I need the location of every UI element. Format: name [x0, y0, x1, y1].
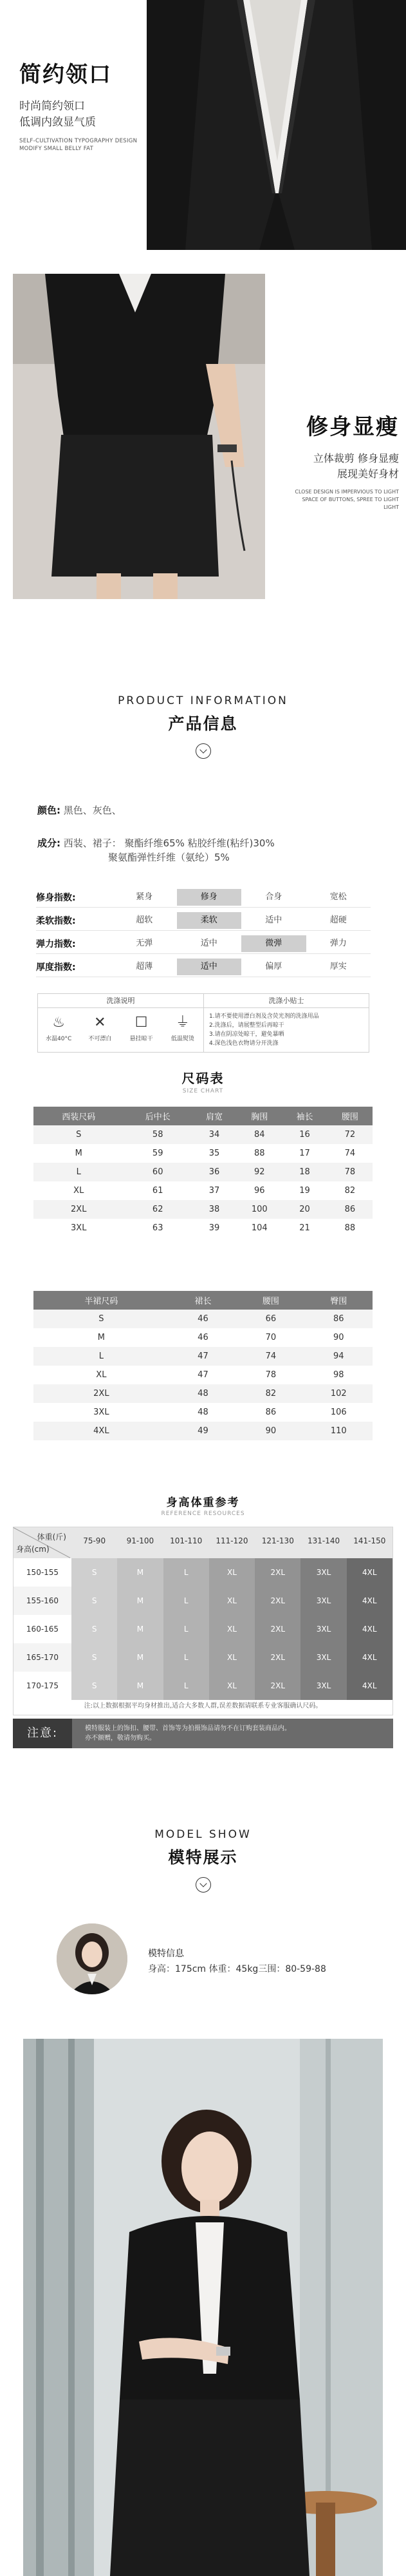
size-cell: 3XL [300, 1615, 346, 1643]
table-cell: 18 [282, 1163, 327, 1181]
fabric-index-option: 合身 [265, 892, 282, 902]
hero-neckline-subtitle-2: 低调内敛显气质 [19, 116, 96, 129]
size-cell: 4XL [347, 1587, 392, 1615]
care-instructions-box [37, 993, 369, 1053]
weight-column-label: 101-110 [170, 1536, 203, 1545]
fabric-index-label: 柔软指数: [36, 915, 76, 926]
suit_table-header-cell: 西装尺码 [33, 1107, 124, 1125]
table-row [33, 1422, 373, 1440]
color-line [37, 803, 122, 817]
table-cell: 37 [192, 1181, 237, 1200]
weight-columns [71, 1536, 392, 1545]
table-cell: 34 [192, 1125, 237, 1144]
chevron-down-icon [196, 743, 211, 759]
fabric-index-option: 宽松 [329, 892, 347, 902]
attention-line-1: 模特服装上的饰扣、腰带、首饰等为拍摄饰品请勿不在订购套装商品内。 [85, 1725, 291, 1732]
table-cell: 3XL [33, 1403, 169, 1422]
fabric-index-option: 紧身 [136, 892, 153, 902]
attention-line-2: 亦不额赠，敬请勿购买。 [85, 1735, 156, 1742]
height-weight-note: 注:以上数据根据平均身材推出,适合大多数人群,误差数据请联系专业客服确认尺码。 [84, 1703, 322, 1710]
suit_table-header-row [33, 1107, 373, 1125]
table-cell: 74 [237, 1347, 304, 1366]
table-cell: 20 [282, 1200, 327, 1219]
size-cell: 4XL [347, 1615, 392, 1643]
wash-40-icon: ♨ [52, 1015, 65, 1031]
fabric-index-option: 超薄 [136, 961, 153, 971]
weight-column-label: 91-100 [126, 1536, 154, 1545]
table-cell: S [33, 1125, 124, 1144]
hero-slim-text [270, 409, 399, 511]
composition-line-2 [108, 850, 230, 864]
composition-label: 成分: [37, 837, 60, 849]
model-show-en: MODEL SHOW [154, 1828, 252, 1841]
size-cell: XL [209, 1643, 255, 1672]
size-cell: 4XL [347, 1558, 392, 1587]
size-cell: XL [209, 1672, 255, 1700]
height-row-label: 150-155 [14, 1558, 71, 1587]
height-weight-heading [0, 1493, 406, 1517]
model-info-title: 模特信息 [148, 1949, 184, 1959]
size-cell: L [163, 1643, 209, 1672]
height-row [14, 1643, 392, 1672]
table-cell: 36 [192, 1163, 237, 1181]
fabric-index-label: 修身指数: [36, 892, 76, 903]
size-cell: 2XL [255, 1643, 300, 1672]
table-cell: 4XL [33, 1422, 169, 1440]
attention-label: 注意: [13, 1719, 72, 1748]
fabric-index-option: 微弹 [241, 935, 306, 952]
table-cell: 16 [282, 1125, 327, 1144]
fabric-index-option: 柔软 [177, 912, 242, 929]
table-cell: 104 [237, 1219, 282, 1237]
product-info-heading [0, 694, 406, 759]
table-cell: 92 [237, 1163, 282, 1181]
table-cell: 94 [305, 1347, 373, 1366]
size-cell: M [117, 1558, 163, 1587]
care-tip: 1.请不要使用漂白剂及含荧光剂的洗涤用品 [209, 1013, 319, 1020]
weight-column-label: 121-130 [261, 1536, 294, 1545]
weight-column-label: 131-140 [307, 1536, 340, 1545]
skirt_table-header-cell: 臀围 [305, 1291, 373, 1310]
table-cell: 35 [192, 1144, 237, 1163]
fabric-index-option: 厚实 [329, 961, 347, 971]
suit-size-table [33, 1107, 373, 1237]
table-cell: 100 [237, 1200, 282, 1219]
table-cell: 3XL [33, 1219, 124, 1237]
skirt-size-table [33, 1291, 373, 1440]
fabric-index-row [36, 887, 371, 908]
care-icon-list [38, 1008, 203, 1042]
size-cell: XL [209, 1615, 255, 1643]
table-cell: 98 [305, 1366, 373, 1384]
care-wash-panel [38, 994, 204, 1052]
height-weight-header [14, 1527, 392, 1558]
care-tips-title: 洗涤小贴士 [204, 994, 369, 1008]
fabric-index-label: 弹力指数: [36, 939, 76, 949]
size-cell: XL [209, 1587, 255, 1615]
table-cell: 78 [328, 1163, 373, 1181]
table-cell: 60 [124, 1163, 192, 1181]
table-row [33, 1347, 373, 1366]
model-info-value: 身高：175cm 体重：45kg三围：80-59-88 [148, 1964, 326, 1974]
size-cell: M [117, 1643, 163, 1672]
fabric-index-option: 偏厚 [265, 961, 282, 971]
attention-bar [13, 1719, 393, 1748]
table-cell: 47 [169, 1347, 237, 1366]
hero-neckline-section [0, 0, 406, 250]
table-row [33, 1384, 373, 1403]
fabric-index-option: 超软 [136, 915, 153, 925]
size-cell: 2XL [255, 1615, 300, 1643]
size-cell: 3XL [300, 1643, 346, 1672]
height-row-label: 165-170 [14, 1643, 71, 1672]
table-cell: 61 [124, 1181, 192, 1200]
table-cell: 38 [192, 1200, 237, 1219]
care-item-label: 低温熨烫 [171, 1036, 194, 1042]
model-avatar [57, 1923, 127, 1994]
hero-slim-subtitle-1: 立体裁剪 修身显瘦 [313, 452, 399, 464]
skirt_table-header-row [33, 1291, 373, 1310]
table-cell: 19 [282, 1181, 327, 1200]
size-cell: 3XL [300, 1672, 346, 1700]
table-cell: 96 [237, 1181, 282, 1200]
slim-fit-photo [13, 274, 265, 599]
table-cell: 70 [237, 1328, 304, 1347]
care-item [165, 1013, 201, 1042]
fabric-index-row [36, 910, 371, 931]
table-cell: 46 [169, 1310, 237, 1328]
care-tips-list [204, 1008, 369, 1052]
care-tip: 4.深色浅色衣物请分开洗涤 [209, 1040, 279, 1047]
table-cell: 82 [328, 1181, 373, 1200]
height-row [14, 1558, 392, 1587]
care-tip: 3.请在阴凉处晾干，避免暴晒 [209, 1031, 284, 1038]
hero-neckline-en-2: MODIFY SMALL BELLY FAT [19, 146, 94, 152]
size-cell: S [71, 1672, 117, 1700]
skirt_table-header-cell: 腰围 [237, 1291, 304, 1310]
hero-slim-en-1: CLOSE DESIGN IS IMPERVIOUS TO LIGHT [295, 489, 399, 495]
model-show-heading [0, 1828, 406, 1893]
height-axis-label: 身高(cm) [16, 1545, 50, 1554]
table-cell: 46 [169, 1328, 237, 1347]
care-item-label: 水温40°C [46, 1036, 72, 1042]
table-cell: 82 [237, 1384, 304, 1403]
table-cell: 2XL [33, 1200, 124, 1219]
table-cell: 17 [282, 1144, 327, 1163]
table-cell: 88 [328, 1219, 373, 1237]
height-row-label: 170-175 [14, 1672, 71, 1700]
table-cell: 47 [169, 1366, 237, 1384]
fabric-index-row [36, 933, 371, 954]
suit_table-header-cell: 腰围 [328, 1107, 373, 1125]
size-cell: 4XL [347, 1643, 392, 1672]
size-cell: 3XL [300, 1558, 346, 1587]
care-item [124, 1013, 160, 1042]
hero-slim-title: 修身显瘦 [306, 414, 399, 440]
table-cell: 39 [192, 1219, 237, 1237]
size-cell: M [117, 1615, 163, 1643]
table-cell: 74 [328, 1144, 373, 1163]
fabric-index-option: 适中 [177, 959, 242, 975]
table-cell: 62 [124, 1200, 192, 1219]
table-cell: 110 [305, 1422, 373, 1440]
height-row-label: 155-160 [14, 1587, 71, 1615]
color-label: 颜色: [37, 805, 60, 816]
size-cell: S [71, 1643, 117, 1672]
fabric-index-option: 弹力 [329, 938, 347, 948]
size-cell: S [71, 1587, 117, 1615]
size-cell: 4XL [347, 1672, 392, 1700]
table-cell: M [33, 1328, 169, 1347]
suit_table-header-cell: 后中长 [124, 1107, 192, 1125]
height-weight-table [13, 1527, 393, 1715]
table-row [33, 1125, 373, 1144]
height-row-label: 160-165 [14, 1615, 71, 1643]
hero-neckline-en-1: SELF-CULTIVATION TYPOGRAPHY DESIGN [19, 138, 138, 144]
table-cell: 78 [237, 1366, 304, 1384]
weight-column-label: 141-150 [353, 1536, 386, 1545]
table-cell: 86 [328, 1200, 373, 1219]
table-row [33, 1310, 373, 1328]
hero-neckline-title: 简约领口 [19, 62, 112, 88]
suit_table-header-cell: 肩宽 [192, 1107, 237, 1125]
composition-value-2: 聚氨酯弹性纤维（氨纶）5% [108, 852, 230, 863]
composition-value-1: 西装、裙子： 聚酯纤维65% 粘胶纤维(粘纤)30% [63, 837, 275, 849]
table-cell: M [33, 1144, 124, 1163]
hero-neckline-text [19, 57, 142, 153]
weight-column-label: 111-120 [216, 1536, 248, 1545]
size-cell: XL [209, 1558, 255, 1587]
size-cell: 2XL [255, 1587, 300, 1615]
table-cell: 63 [124, 1219, 192, 1237]
table-cell: XL [33, 1366, 169, 1384]
model-photo [23, 2039, 383, 2576]
fabric-index-table [36, 887, 371, 980]
table-cell: 90 [237, 1422, 304, 1440]
table-cell: L [33, 1347, 169, 1366]
table-row [33, 1200, 373, 1219]
table-cell: 106 [305, 1403, 373, 1422]
table-cell: 102 [305, 1384, 373, 1403]
fabric-index-option: 修身 [177, 889, 242, 906]
size-cell: L [163, 1558, 209, 1587]
care-tips-panel [204, 994, 369, 1052]
no-bleach-icon: ✕ [94, 1015, 106, 1031]
table-cell: 86 [237, 1403, 304, 1422]
size-cell: 3XL [300, 1587, 346, 1615]
table-cell: 88 [237, 1144, 282, 1163]
table-cell: 49 [169, 1422, 237, 1440]
fabric-index-option: 适中 [200, 938, 217, 948]
height-weight-corner [14, 1527, 71, 1558]
table-cell: 66 [237, 1310, 304, 1328]
hero-slim-section [0, 274, 406, 599]
fabric-index-row [36, 957, 371, 977]
skirt_table-header-cell: 半裙尺码 [33, 1291, 169, 1310]
table-cell: 59 [124, 1144, 192, 1163]
fabric-index-option: 无弹 [136, 938, 153, 948]
weight-axis-label: 体重(斤) [37, 1532, 66, 1541]
model-show-cn: 模特展示 [168, 1848, 238, 1867]
table-cell: 86 [305, 1310, 373, 1328]
hero-slim-en-2: SPACE OF BUTTONS, SPREE TO LIGHT [302, 497, 399, 502]
fabric-index-label: 厚度指数: [36, 962, 76, 973]
table-cell: 2XL [33, 1384, 169, 1403]
size-chart-en: SIZE CHART [182, 1088, 224, 1094]
table-cell: S [33, 1310, 169, 1328]
fabric-index-option: 适中 [265, 915, 282, 925]
care-item [82, 1013, 118, 1042]
table-cell: XL [33, 1181, 124, 1200]
table-cell: 58 [124, 1125, 192, 1144]
table-cell: 72 [328, 1125, 373, 1144]
size-cell: L [163, 1615, 209, 1643]
skirt_table-header-cell: 裙长 [169, 1291, 237, 1310]
hero-neckline-subtitle-1: 时尚简约领口 [19, 100, 85, 113]
hang-dry-icon: ☐ [134, 1015, 148, 1031]
low-iron-icon: ⏚ [175, 1015, 190, 1031]
table-cell: 48 [169, 1384, 237, 1403]
table-row [33, 1144, 373, 1163]
suit_table-header-cell: 胸围 [237, 1107, 282, 1125]
table-row [33, 1181, 373, 1200]
size-cell: S [71, 1558, 117, 1587]
size-cell: L [163, 1587, 209, 1615]
size-cell: M [117, 1672, 163, 1700]
height-weight-en: REFERENCE RESOURCES [161, 1511, 245, 1517]
attention-text [85, 1724, 387, 1743]
size-cell: 2XL [255, 1558, 300, 1587]
product-info-en: PRODUCT INFORMATION [118, 694, 288, 707]
table-row [33, 1328, 373, 1347]
height-weight-cn: 身高体重参考 [166, 1496, 240, 1509]
table-row [33, 1219, 373, 1237]
size-chart-heading [0, 1068, 406, 1094]
suit_table-header-cell: 袖长 [282, 1107, 327, 1125]
table-cell: 90 [305, 1328, 373, 1347]
table-cell: 84 [237, 1125, 282, 1144]
table-row [33, 1403, 373, 1422]
table-cell: L [33, 1163, 124, 1181]
height-row [14, 1615, 392, 1643]
size-cell: M [117, 1587, 163, 1615]
table-row [33, 1366, 373, 1384]
care-wash-title: 洗涤说明 [38, 994, 203, 1008]
height-row [14, 1672, 392, 1700]
fabric-index-option: 超硬 [329, 915, 347, 925]
composition-line [37, 836, 275, 850]
neckline-closeup-photo [147, 0, 406, 250]
weight-column-label: 75-90 [83, 1536, 106, 1545]
hero-slim-subtitle-2: 展现美好身材 [337, 468, 399, 480]
product-info-cn: 产品信息 [168, 714, 238, 733]
table-cell: 48 [169, 1403, 237, 1422]
color-value: 黑色、灰色、 [63, 805, 122, 816]
model-info-card [57, 1923, 365, 1994]
table-row [33, 1163, 373, 1181]
table-cell: 21 [282, 1219, 327, 1237]
size-cell: 2XL [255, 1672, 300, 1700]
size-cell: S [71, 1615, 117, 1643]
hero-slim-en-3: LIGHT [383, 504, 399, 510]
size-cell: L [163, 1672, 209, 1700]
care-item-label: 悬挂晾干 [129, 1036, 153, 1042]
chevron-down-icon [196, 1877, 211, 1893]
care-item [41, 1013, 77, 1042]
care-tip: 2.洗涤后，请展整型后再晾干 [209, 1022, 284, 1029]
care-item-label: 不可漂白 [88, 1036, 112, 1042]
height-row [14, 1587, 392, 1615]
size-chart-cn: 尺码表 [181, 1071, 225, 1086]
